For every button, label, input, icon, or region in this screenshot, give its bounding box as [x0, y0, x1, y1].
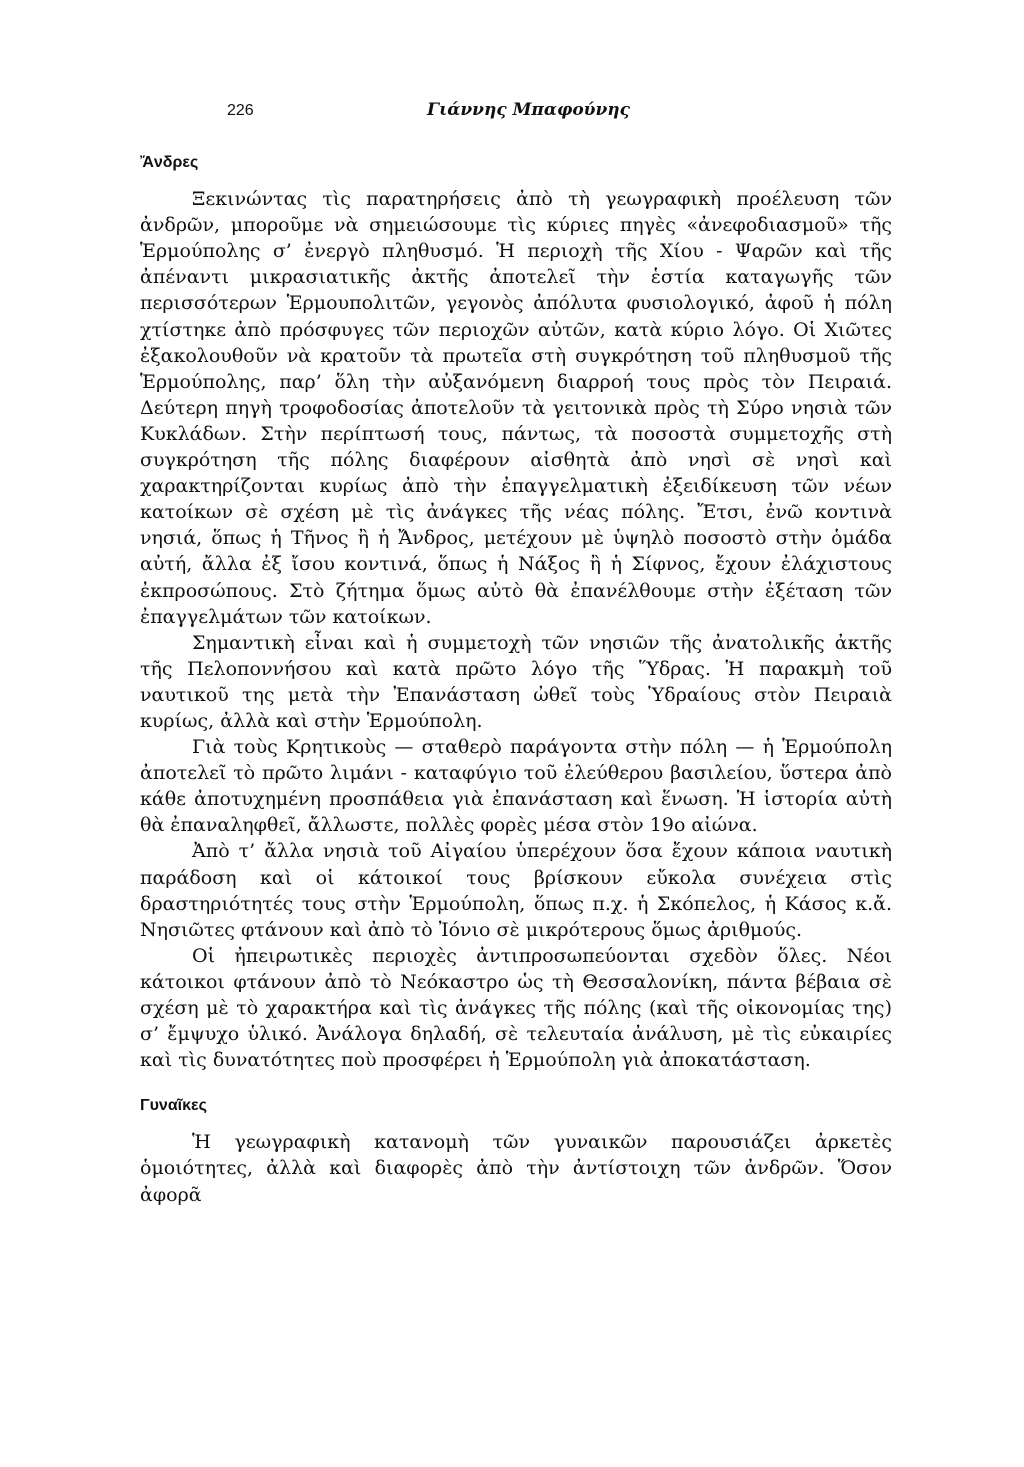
body-text [140, 150, 892, 1208]
section-heading-men: Ἄνδρες [140, 154, 199, 171]
page-header [227, 102, 787, 130]
paragraph: Σημαντικὴ εἶναι καὶ ἡ συμμετοχὴ τῶν νησιῶν τῆς ἀνατολικῆς ἀκτῆς τῆς Πελοποννήσου καὶ κατὰ πρῶτο λόγο τῆς Ὕδρας. Ἡ παρακμὴ τοῦ ναυτικοῦ της μετὰ τὴν Ἐπανάσταση ὠθεῖ τοὺς Ὑδραίους στὸν Πειραιὰ κυρίως, ἀλλὰ καὶ στὴν Ἑρμούπολη. [140, 631, 892, 732]
paragraph: Ξεκινώντας τὶς παρατηρήσεις ἀπὸ τὴ γεωγραφικὴ προέλευση τῶν ἀνδρῶν, μποροῦμε νὰ σημειώσουμε τὶς κύριες πηγὲς «ἀνεφοδιασμοῦ» τῆς Ἑρμούπολης σ’ ἐνεργὸ πληθυσμό. Ἡ περιοχὴ τῆς Χίου - Ψαρῶν καὶ τῆς ἀπέναντι μικρασιατικῆς ἀκτῆς ἀποτελεῖ τὴν ἑστία καταγωγῆς τῶν περισσότερων Ἑρμουπολιτῶν, γεγονὸς ἀπόλυτα φυσιολογικό, ἀφοῦ ἡ πόλη χτίστηκε ἀπὸ πρόσφυγες τῶν περιοχῶν αὐτῶν, κατὰ κύριο λόγο. Οἱ Χιῶτες ἐξακολουθοῦν νὰ κρατοῦν τὰ πρωτεῖα στὴ συγκρότηση τοῦ πληθυσμοῦ τῆς Ἑρμούπολης, παρ’ ὅλη τὴν αὐξανόμενη διαρροή τους πρὸς τὸν Πειραιά. Δεύτερη πηγὴ τροφοδοσίας ἀποτελοῦν τὰ γειτονικὰ πρὸς τὴ Σύρο νησιὰ τῶν Κυκλάδων. Στὴν περίπτωσή τους, πάντως, τὰ ποσοστὰ συμμετοχῆς στὴ συγκρότηση τῆς πόλης διαφέρουν αἰσθητὰ ἀπὸ νησὶ σὲ νησὶ καὶ χαρακτηρίζονται κυρίως ἀπὸ τὴν ἐπαγγελματικὴ ἐξειδίκευση τῶν νέων κατοίκων σὲ σχέση μὲ τὶς ἀνάγκες τῆς νέας πόλης. Ἔτσι, ἐνῶ κοντινὰ νησιά, ὅπως ἡ Τῆνος ἢ ἡ Ἄνδρος, μετέχουν μὲ ὑψηλὸ ποσοστὸ στὴν ὁμάδα αὐτή, ἄλλα ἐξ ἴσου κοντινά, ὅπως ἡ Νάξος ἢ ἡ Σίφνος, ἔχουν ἐλάχιστους ἐκπροσώπους. Στὸ ζήτημα ὅμως αὐτὸ θὰ ἐπανέλθουμε στὴν ἐξέταση τῶν ἐπαγγελμάτων τῶν κατοίκων. [140, 188, 892, 628]
paragraph: Γιὰ τοὺς Κρητικοὺς — σταθερὸ παράγοντα στὴν πόλη — ἡ Ἑρμούπολη ἀποτελεῖ τὸ πρῶτο λιμάνι - καταφύγιο τοῦ ἐλεύθερου βασιλείου, ὕστερα ἀπὸ κάθε ἀποτυχημένη προσπάθεια γιὰ ἐπανάσταση καὶ ἕνωση. Ἡ ἱστορία αὐτὴ θὰ ἐπαναληφθεῖ, ἄλλωστε, πολλὲς φορὲς μέσα στὸν 19ο αἰώνα. [140, 736, 892, 837]
paragraph: Ἡ γεωγραφικὴ κατανομὴ τῶν γυναικῶν παρουσιάζει ἀρκετὲς ὁμοιότητες, ἀλλὰ καὶ διαφορὲς ἀπὸ τὴν ἀντίστοιχη τῶν ἀνδρῶν. Ὅσον ἀφορᾶ [140, 1131, 892, 1206]
paragraph: Οἱ ἠπειρωτικὲς περιοχὲς ἀντιπροσωπεύονται σχεδὸν ὅλες. Νέοι κάτοικοι φτάνουν ἀπὸ τὸ Νεόκαστρο ὡς τὴ Θεσσαλονίκη, πάντα βέβαια σὲ σχέση μὲ τὸ χαρακτήρα καὶ τὶς ἀνάγκες τῆς πόλης (καὶ τῆς οἰκονομίας της) σ’ ἔμψυχο ὑλικό. Ἀνάλογα δηλαδή, σὲ τελευταία ἀνάλυση, μὲ τὶς εὐκαιρίες καὶ τὶς δυνατότητες ποὺ προσφέρει ἡ Ἑρμούπολη γιὰ ἀποκατάσταση. [140, 944, 892, 1072]
page-number: 226 [227, 102, 254, 119]
running-head-author: Γιάννης Μπαφούνης [427, 100, 630, 120]
section-heading-women: Γυναῖκες [140, 1097, 207, 1115]
paragraph: Ἀπὸ τ’ ἄλλα νησιὰ τοῦ Αἰγαίου ὑπερέχουν ὅσα ἔχουν κάποια ναυτικὴ παράδοση καὶ οἱ κάτοικοί τους βρίσκουν εὔκολα συνέχεια στὶς δραστηριότητές τους στὴν Ἑρμούπολη, ὅπως π.χ. ἡ Σκόπελος, ἡ Κάσος κ.ἄ. Νησιῶτες φτάνουν καὶ ἀπὸ τὸ Ἰόνιο σὲ μικρότερους ὅμως ἀριθμούς. [140, 840, 892, 941]
